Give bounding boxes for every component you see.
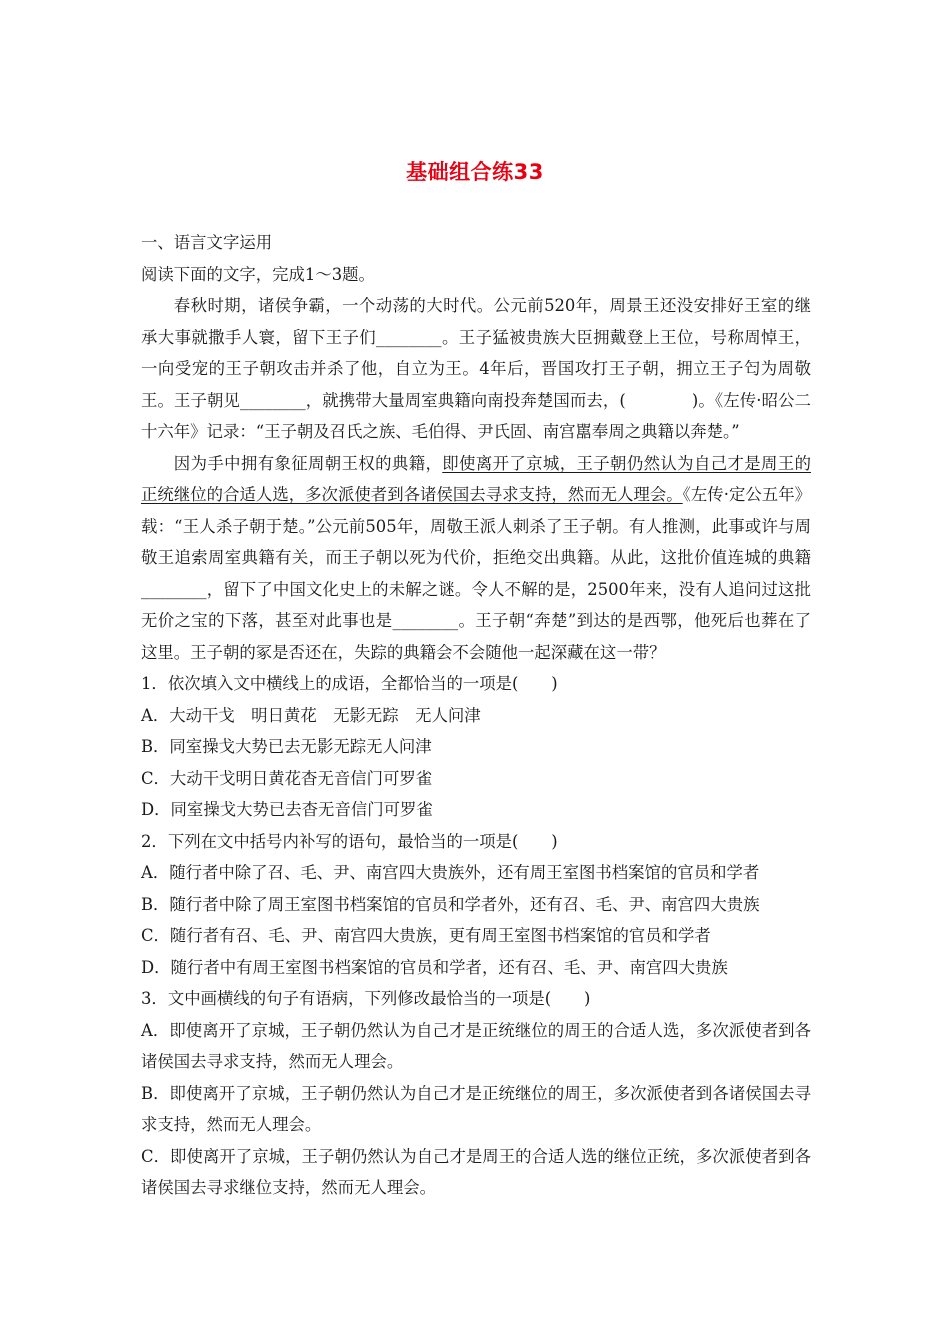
underlined-sentence: 即使离开了京城，王子朝仍然认为自己才是周王的正统继位的合适人选，多次派使者到各诸侯国去寻求支持，然而无人理会。 [141, 453, 812, 504]
question-1-option-c: C．大动干戈明日黄花杳无音信门可罗雀 [141, 768, 433, 788]
question-1-stem: 1．依次填入文中横线上的成语，全都恰当的一项是( ) [141, 674, 558, 693]
question-1-option-d: D．同室操戈大势已去杳无音信门可罗雀 [141, 800, 433, 819]
question-3-option-b: B．即使离开了京城，王子朝仍然认为自己才是正统继位的周王，多次派使者到各诸侯国去寻求支持，然而无人理会。 [141, 1083, 811, 1134]
question-1-option-b: B．同室操戈大势已去无影无踪无人问津 [141, 737, 432, 756]
question-3-option-a: A．即使离开了京城，王子朝仍然认为自己才是正统继位的周王的合适人选，多次派使者到各诸侯国去寻求支持，然而无人理会。 [141, 1020, 811, 1071]
document-body [141, 227, 811, 1204]
passage-paragraph-1: 春秋时期，诸侯争霸，一个动荡的大时代。公元前520年，周景王还没安排好王室的继承大事就撒手人寰，留下王子们________。王子猛被贵族大臣拥戴登上王位，号称周悼王，一向受宠的王子朝攻击并杀了他，自立为王。4年后，晋国攻打王子朝，拥立王子匄为周敬王。王子朝见________，就携带大量周室典籍向南投奔楚国而去，( )。《左传·昭公二十六年》记录：“王子朝及召氏之族、毛伯得、尹氏固、南宫嚚奉周之典籍以奔楚。” [141, 296, 811, 441]
question-3-stem: 3．文中画横线的句子有语病，下列修改最恰当的一项是( ) [141, 989, 591, 1008]
question-1-option-a: A．大动干戈 明日黄花 无影无踪 无人问津 [141, 705, 481, 725]
page-title: 基础组合练33 [406, 160, 544, 184]
question-2-stem: 2．下列在文中括号内补写的语句，最恰当的一项是( ) [141, 831, 558, 851]
passage-text: 《左传·定公五年》载：“王人杀子朝于楚。”公元前505年，周敬王派人刺杀了王子朝。有人推测，此事或许与周敬王追索周室典籍有关，而王子朝以死为代价，拒绝交出典籍。从此，这批价值连城的典籍________，留下了中国文化史上的未解之谜。令人不解的是，2500年来，没有人追问过这批无价之宝的下落，甚至对此事也是________。王子朝“奔楚”到达的是西鄂，他死后也葬在了这里。王子朝的冢是否还在，失踪的典籍会不会随他一起深藏在这一带？ [141, 485, 811, 662]
question-2-option-a: A．随行者中除了召、毛、尹、南宫四大贵族外，还有周王室图书档案馆的官员和学者 [141, 863, 760, 882]
question-2-option-c: C．随行者有召、毛、尹、南宫四大贵族，更有周王室图书档案馆的官员和学者 [141, 926, 711, 945]
passage-text: 因为手中拥有象征周朝王权的典籍， [173, 453, 443, 473]
question-3-option-c: C．即使离开了京城，王子朝仍然认为自己才是周王的合适人选的继位正统，多次派使者到各诸侯国去寻求继位支持，然而无人理会。 [141, 1146, 811, 1197]
passage-paragraph-2 [141, 448, 811, 669]
section-heading: 一、语言文字运用 [141, 233, 273, 252]
question-2-option-d: D．随行者中有周王室图书档案馆的官员和学者，还有召、毛、尹、南宫四大贵族 [141, 957, 728, 977]
question-2-option-b: B．随行者中除了周王室图书档案馆的官员和学者外，还有召、毛、尹、南宫四大贵族 [141, 894, 760, 914]
reading-instruction: 阅读下面的文字，完成1～3题。 [141, 264, 375, 284]
